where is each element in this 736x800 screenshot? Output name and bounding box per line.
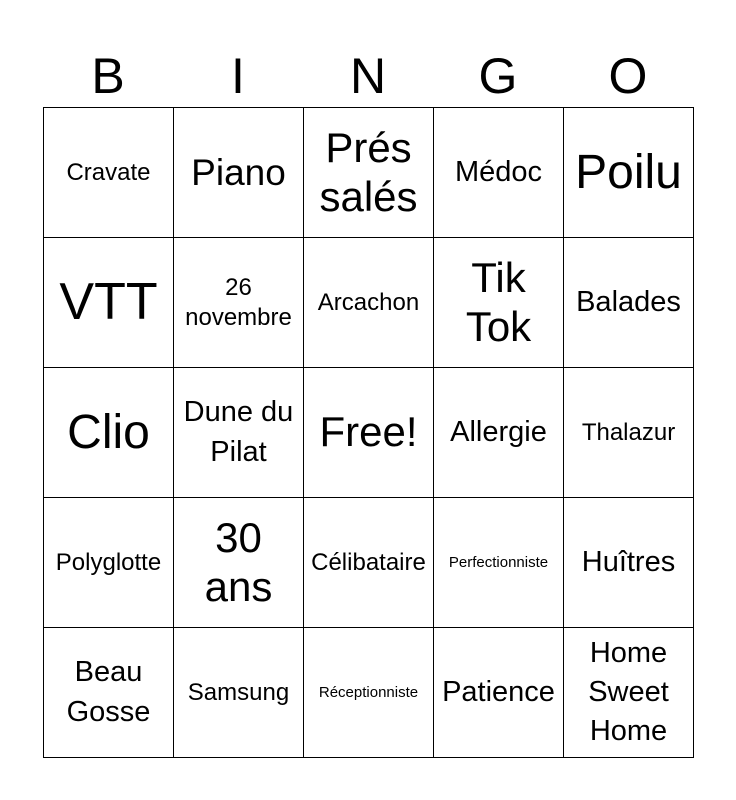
bingo-cell-r3-c3[interactable]: Free! [304, 368, 434, 498]
bingo-cell-r4-c1[interactable]: Polyglotte [44, 498, 174, 628]
bingo-cell-r3-c4[interactable]: Allergie [434, 368, 564, 498]
bingo-cell-r4-c5[interactable]: Huîtres [564, 498, 694, 628]
header-letter-i: I [231, 48, 245, 104]
bingo-cell-r5-c5[interactable]: Home Sweet Home [564, 628, 694, 758]
bingo-header [43, 46, 693, 106]
bingo-cell-r2-c1[interactable]: VTT [44, 238, 174, 368]
header-letter-n: N [349, 48, 387, 104]
bingo-cell-r5-c4[interactable]: Patience [434, 628, 564, 758]
bingo-cell-r3-c2[interactable]: Dune du Pilat [174, 368, 304, 498]
bingo-cell-r3-c5[interactable]: Thalazur [564, 368, 694, 498]
header-letter-o: O [608, 48, 648, 104]
bingo-cell-r5-c2[interactable]: Samsung [174, 628, 304, 758]
bingo-cell-r5-c3[interactable]: Réceptionniste [304, 628, 434, 758]
bingo-cell-r5-c1[interactable]: Beau Gosse [44, 628, 174, 758]
bingo-cell-r2-c5[interactable]: Balades [564, 238, 694, 368]
bingo-cell-r1-c1[interactable]: Cravate [44, 108, 174, 238]
bingo-grid [43, 107, 694, 758]
bingo-cell-r2-c3[interactable]: Arcachon [304, 238, 434, 368]
bingo-cell-r1-c3[interactable]: Prés salés [304, 108, 434, 238]
bingo-cell-r4-c2[interactable]: 30 ans [174, 498, 304, 628]
bingo-cell-r4-c3[interactable]: Célibataire [304, 498, 434, 628]
bingo-cell-r4-c4[interactable]: Perfectionniste [434, 498, 564, 628]
header-letter-b: B [91, 48, 125, 104]
bingo-cell-r2-c4[interactable]: Tik Tok [434, 238, 564, 368]
bingo-cell-r1-c5[interactable]: Poilu [564, 108, 694, 238]
header-letter-g: G [478, 48, 518, 104]
bingo-cell-r1-c4[interactable]: Médoc [434, 108, 564, 238]
bingo-cell-r2-c2[interactable]: 26 novembre [174, 238, 304, 368]
bingo-cell-r1-c2[interactable]: Piano [174, 108, 304, 238]
bingo-cell-r3-c1[interactable]: Clio [44, 368, 174, 498]
